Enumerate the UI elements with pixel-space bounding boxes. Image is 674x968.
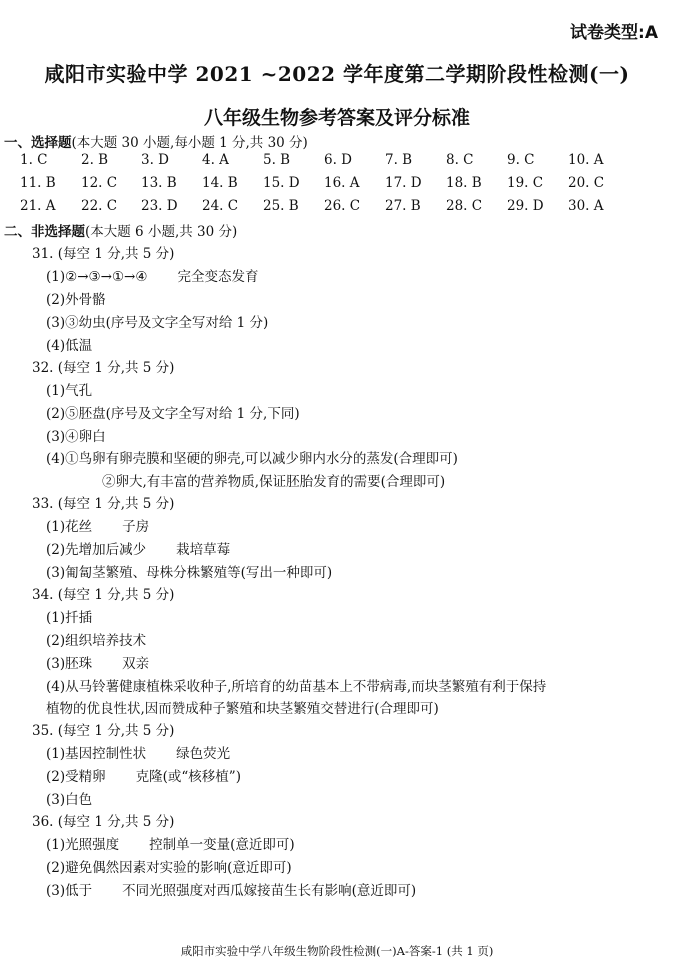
answer-item: 19. C: [507, 175, 544, 191]
question-34-answer-1: (1)扦插: [46, 610, 93, 626]
answer-item: 14. B: [202, 175, 238, 191]
question-34-answer-4: (4)从马铃薯健康植株采收种子,所培育的幼苗基本上不带病毒,而块茎繁殖有利于保持: [46, 679, 547, 695]
question-32-answer-4: (4)①鸟卵有卵壳膜和坚硬的卵壳,可以减少卵内水分的蒸发(合理即可): [46, 451, 458, 467]
question-33-heading: 33. (每空 1 分,共 5 分): [32, 496, 175, 512]
answer-item: 3. D: [141, 152, 169, 168]
question-31-answer-4: (4)低温: [46, 338, 93, 354]
answer-item: 15. D: [263, 175, 300, 191]
question-35-answer-1: [46, 742, 230, 762]
question-36-answer-2: (2)避免偶然因素对实验的影响(意近即可): [46, 860, 292, 876]
answer-item: 7. B: [385, 152, 413, 168]
answer-part: (1)光照强度: [46, 837, 120, 853]
answer-item: 8. C: [446, 152, 474, 168]
answer-item: 21. A: [20, 198, 56, 214]
answer-item: 27. B: [385, 198, 421, 214]
answer-part: (1)②→③→①→④: [46, 269, 148, 285]
answer-part: 绿色荧光: [176, 746, 231, 762]
answer-item: 16. A: [324, 175, 360, 191]
exam-title: 咸阳市实验中学 2021 ~2022 学年度第二学期阶段性检测(一): [44, 62, 630, 86]
question-32-answer-1: (1)气孔: [46, 383, 93, 399]
answer-item: 13. B: [141, 175, 177, 191]
section1-title: 一、选择题: [4, 135, 72, 151]
answer-part: 双亲: [122, 656, 150, 672]
answer-part: (1)花丝: [46, 519, 93, 535]
answer-item: 28. C: [446, 198, 483, 214]
question-31-answer-2: (2)外骨骼: [46, 292, 106, 308]
answer-item: 11. B: [20, 175, 56, 191]
answer-key-subtitle: 八年级生物参考答案及评分标准: [203, 107, 470, 129]
answer-item: 2. B: [81, 152, 109, 168]
question-35-heading: 35. (每空 1 分,共 5 分): [32, 723, 175, 739]
answer-item: 5. B: [263, 152, 291, 168]
answer-part: 克隆(或“核移植”): [135, 769, 241, 785]
question-32-answer-2: (2)⑤胚盘(序号及文字全写对给 1 分,下同): [46, 406, 300, 422]
answer-part: (2)受精卵: [46, 769, 106, 785]
answer-item: 25. B: [263, 198, 299, 214]
answer-part: (2)先增加后减少: [46, 542, 147, 558]
answer-item: 4. A: [202, 152, 229, 168]
answer-item: 22. C: [81, 198, 118, 214]
question-31-answer-1: [46, 265, 258, 285]
answer-part: 完全变态发育: [177, 269, 259, 285]
question-36-answer-3: [46, 879, 416, 899]
section2-note: (本大题 6 小题,共 30 分): [85, 224, 238, 240]
answer-item: 30. A: [568, 198, 604, 214]
answer-item: 1. C: [20, 152, 48, 168]
section2-heading: [4, 220, 237, 240]
question-36-answer-1: [46, 833, 295, 853]
answer-item: 20. C: [568, 175, 605, 191]
question-32-answer-3: (3)④卵白: [46, 429, 106, 445]
question-35-answer-2: [46, 765, 241, 785]
question-31-heading: 31. (每空 1 分,共 5 分): [32, 246, 175, 262]
section1-heading: [4, 131, 308, 151]
answer-item: 10. A: [568, 152, 604, 168]
question-33-answer-3: (3)匍匐茎繁殖、母株分株繁殖等(写出一种即可): [46, 565, 333, 581]
answer-part: (1)基因控制性状: [46, 746, 147, 762]
answer-part: 栽培草莓: [176, 542, 231, 558]
answers-row-1: [0, 152, 674, 174]
question-34-answer-4-cont: 植物的优良性状,因而赞成种子繁殖和块茎繁殖交替进行(合理即可): [46, 701, 439, 717]
question-35-answer-3: (3)白色: [46, 792, 93, 808]
answer-item: 6. D: [324, 152, 352, 168]
section2-title: 二、非选择题: [4, 224, 85, 240]
question-31-answer-3: (3)③幼虫(序号及文字全写对给 1 分): [46, 315, 269, 331]
answer-part: (3)低于: [46, 883, 93, 899]
paper-type-label: 试卷类型:A: [570, 23, 658, 43]
answer-item: 26. C: [324, 198, 361, 214]
question-34-heading: 34. (每空 1 分,共 5 分): [32, 587, 175, 603]
question-34-answer-3: [46, 652, 149, 672]
question-36-heading: 36. (每空 1 分,共 5 分): [32, 814, 175, 830]
answers-row-2: [0, 175, 674, 197]
answers-row-3: [0, 198, 674, 220]
question-33-answer-1: [46, 515, 149, 535]
question-32-heading: 32. (每空 1 分,共 5 分): [32, 360, 175, 376]
question-34-answer-2: (2)组织培养技术: [46, 633, 147, 649]
answer-part: 子房: [122, 519, 150, 535]
answer-part: 控制单一变量(意近即可): [149, 837, 295, 853]
answer-item: 23. D: [141, 198, 178, 214]
answer-item: 29. D: [507, 198, 544, 214]
question-33-answer-2: [46, 538, 230, 558]
answer-item: 18. B: [446, 175, 482, 191]
answer-item: 17. D: [385, 175, 422, 191]
section1-note: (本大题 30 小题,每小题 1 分,共 30 分): [71, 135, 308, 151]
answer-part: (3)胚珠: [46, 656, 93, 672]
question-32-answer-4-part-2: ②卵大,有丰富的营养物质,保证胚胎发育的需要(合理即可): [102, 474, 446, 490]
answer-item: 9. C: [507, 152, 535, 168]
answer-item: 12. C: [81, 175, 118, 191]
answer-item: 24. C: [202, 198, 239, 214]
page-footer: 咸阳市实验中学八年级生物阶段性检测(一)A-答案-1 (共 1 页): [180, 944, 494, 958]
answer-part: 不同光照强度对西瓜嫁接苗生长有影响(意近即可): [122, 883, 417, 899]
